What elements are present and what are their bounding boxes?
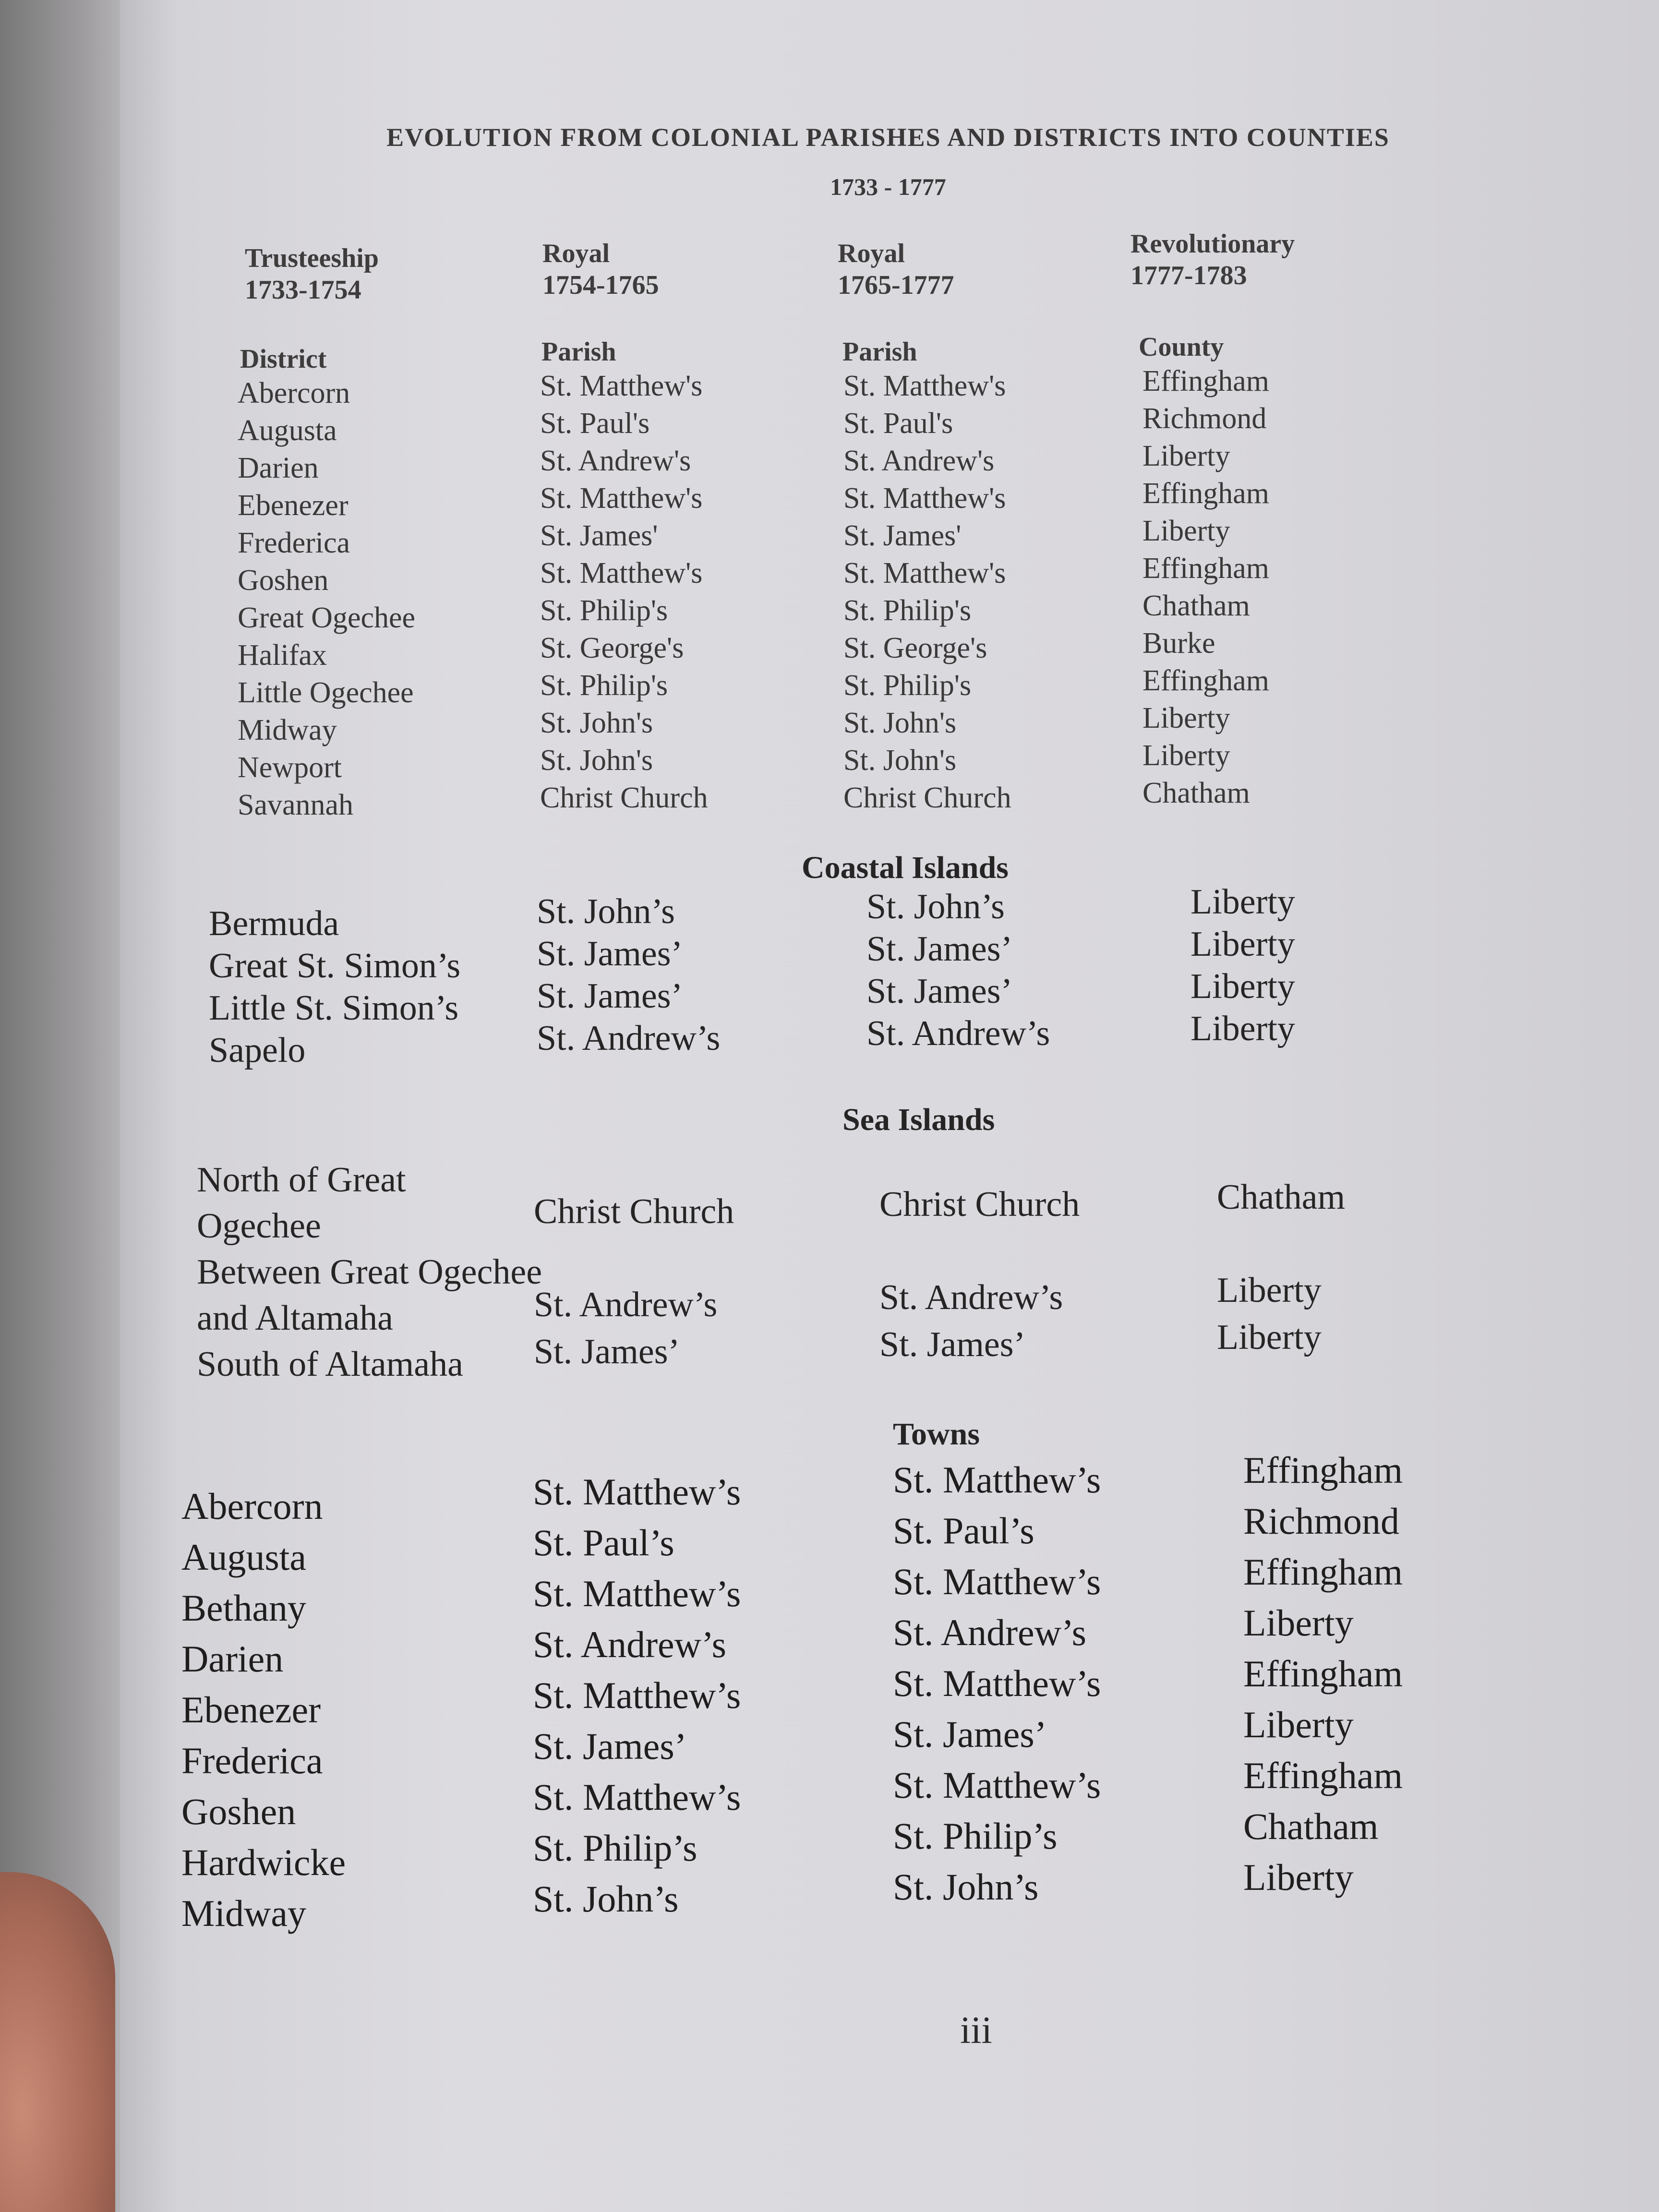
district-names bbox=[238, 374, 415, 824]
list-item: Chatham bbox=[1142, 777, 1250, 809]
list-item: Liberty bbox=[1190, 1009, 1295, 1048]
list-item: Bethany bbox=[181, 1587, 306, 1629]
list-item: St. Philip's bbox=[843, 669, 972, 702]
list-item: Midway bbox=[181, 1892, 306, 1934]
list-item: St. Philip’s bbox=[533, 1827, 697, 1869]
list-item: Frederica bbox=[181, 1740, 323, 1781]
list-item: Augusta bbox=[238, 414, 337, 447]
list-item: St. Andrew's bbox=[540, 445, 691, 477]
list-item: North of Great bbox=[197, 1160, 406, 1200]
list-item: Chatham bbox=[1142, 589, 1250, 622]
list-item: St. Philip's bbox=[540, 594, 668, 627]
coastal-parish-1765 bbox=[866, 886, 1050, 1055]
sea-parish-1765 bbox=[879, 1181, 1080, 1368]
list-item: St. James’ bbox=[534, 1332, 680, 1371]
list-item: Between Great Ogechee bbox=[197, 1252, 542, 1292]
town-parish-1765 bbox=[893, 1455, 1101, 1912]
list-item: Sapelo bbox=[209, 1031, 306, 1070]
list-item: Great St. Simon’s bbox=[209, 946, 461, 986]
coastal-names bbox=[209, 902, 460, 1071]
list-item: Burke bbox=[1142, 627, 1215, 660]
list-item: Ogechee bbox=[197, 1206, 321, 1246]
list-item: Hardwicke bbox=[181, 1841, 346, 1883]
list-item: St. James’ bbox=[537, 934, 683, 974]
list-item: Liberty bbox=[1190, 967, 1295, 1006]
list-item: Little St. Simon’s bbox=[209, 988, 459, 1028]
list-item: Darien bbox=[238, 452, 319, 484]
section-heading-sea: Sea Islands bbox=[842, 1102, 995, 1137]
list-item: Darien bbox=[181, 1638, 284, 1680]
district-parish-1754 bbox=[540, 367, 708, 817]
list-item: Effingham bbox=[1243, 1755, 1403, 1796]
list-item: St. Matthew's bbox=[540, 557, 703, 589]
thumb bbox=[0, 1872, 115, 2212]
header-label: Trusteeship bbox=[245, 243, 379, 273]
list-item: St. Matthew's bbox=[540, 370, 703, 402]
list-item: St. Matthew’s bbox=[533, 1471, 741, 1513]
subheader-parish-1: Parish bbox=[541, 337, 616, 367]
header-royal-2 bbox=[838, 238, 954, 301]
list-item: St. Andrew’s bbox=[537, 1019, 721, 1058]
list-item: Richmond bbox=[1243, 1500, 1399, 1542]
list-item: St. James' bbox=[843, 519, 962, 552]
list-item: Bermuda bbox=[209, 904, 339, 943]
list-item: St. Matthew’s bbox=[533, 1776, 741, 1818]
page-title: EVOLUTION FROM COLONIAL PARISHES AND DISTRICTS INTO COUNTIES bbox=[386, 123, 1390, 152]
list-item: St. John's bbox=[843, 744, 957, 777]
town-names bbox=[181, 1481, 346, 1939]
list-item: St. Philip’s bbox=[893, 1815, 1058, 1857]
list-item: Liberty bbox=[1142, 515, 1230, 547]
list-item: Effingham bbox=[1142, 552, 1270, 585]
list-item: St. Andrew’s bbox=[534, 1285, 718, 1324]
header-years: 1733-1754 bbox=[245, 275, 361, 305]
list-item: Augusta bbox=[181, 1536, 306, 1578]
section-heading-coastal: Coastal Islands bbox=[802, 850, 1009, 885]
list-item: St. Paul's bbox=[843, 407, 953, 440]
list-item: Effingham bbox=[1243, 1551, 1403, 1593]
list-item: and Altamaha bbox=[197, 1298, 393, 1338]
list-item: Effingham bbox=[1142, 365, 1270, 397]
list-item: Liberty bbox=[1217, 1271, 1322, 1310]
list-item: St. Philip's bbox=[540, 669, 668, 702]
list-item: St. John’s bbox=[537, 892, 675, 931]
list-item: Richmond bbox=[1142, 402, 1267, 435]
list-item: Liberty bbox=[1243, 1704, 1354, 1745]
list-item: St. Matthew's bbox=[843, 370, 1006, 402]
list-item: Frederica bbox=[238, 527, 350, 559]
list-item: St. Matthew’s bbox=[893, 1662, 1101, 1704]
list-item: St. John’s bbox=[893, 1866, 1039, 1908]
subheader-parish-2: Parish bbox=[842, 337, 917, 367]
list-item: Christ Church bbox=[534, 1192, 734, 1231]
list-item: St. Andrew’s bbox=[866, 1014, 1050, 1053]
list-item: St. Matthew’s bbox=[893, 1459, 1101, 1501]
list-item: Chatham bbox=[1217, 1178, 1346, 1217]
list-item: Savannah bbox=[238, 789, 354, 821]
list-item: St. Andrew’s bbox=[533, 1623, 727, 1665]
header-label: Royal bbox=[838, 239, 905, 268]
list-item: St. James’ bbox=[866, 972, 1013, 1011]
page-number: iii bbox=[960, 2009, 992, 2052]
list-item: St. James’ bbox=[537, 976, 683, 1016]
header-label: Revolutionary bbox=[1130, 229, 1295, 259]
list-item: Effingham bbox=[1243, 1653, 1403, 1695]
list-item: St. Andrew’s bbox=[893, 1611, 1087, 1653]
coastal-parish-1754 bbox=[537, 890, 720, 1059]
list-item: St. George's bbox=[540, 632, 684, 664]
list-item: Effingham bbox=[1142, 477, 1270, 510]
list-item: Christ Church bbox=[540, 781, 708, 814]
list-item: Chatham bbox=[1243, 1805, 1379, 1847]
list-item: Liberty bbox=[1243, 1856, 1354, 1898]
list-item: St. John’s bbox=[533, 1878, 679, 1920]
list-item: Christ Church bbox=[879, 1185, 1080, 1224]
list-item: Ebenezer bbox=[238, 489, 349, 522]
list-item: St. George's bbox=[843, 632, 987, 664]
list-item: St. Matthew’s bbox=[533, 1674, 741, 1716]
list-item: St. Paul’s bbox=[893, 1510, 1034, 1551]
list-item: Liberty bbox=[1142, 739, 1230, 772]
list-item: Abercorn bbox=[238, 377, 350, 409]
list-item: Effingham bbox=[1142, 664, 1270, 697]
district-parish-1765 bbox=[843, 367, 1011, 817]
list-item: Midway bbox=[238, 714, 337, 746]
sea-names bbox=[197, 1157, 542, 1387]
list-item: Liberty bbox=[1142, 440, 1230, 472]
list-item: St. Matthew's bbox=[540, 482, 703, 515]
list-item: Ebenezer bbox=[181, 1689, 321, 1731]
list-item: Goshen bbox=[181, 1791, 296, 1832]
list-item: Liberty bbox=[1217, 1318, 1322, 1357]
subheader-district: District bbox=[240, 344, 327, 374]
list-item: St. John’s bbox=[866, 887, 1005, 926]
town-county bbox=[1243, 1445, 1403, 1903]
list-item: St. Matthew’s bbox=[533, 1573, 741, 1614]
header-revolutionary bbox=[1130, 228, 1295, 291]
list-item: St. Andrew's bbox=[843, 445, 995, 477]
list-item: Liberty bbox=[1243, 1602, 1354, 1644]
list-item: St. James’ bbox=[866, 929, 1013, 969]
page-subtitle: 1733 - 1777 bbox=[830, 173, 946, 200]
list-item: St. James’ bbox=[893, 1713, 1047, 1755]
list-item: Little Ogechee bbox=[238, 676, 414, 709]
list-item: St. Andrew’s bbox=[879, 1278, 1063, 1317]
list-item: St. James' bbox=[540, 519, 658, 552]
list-item: Goshen bbox=[238, 564, 329, 597]
list-item: St. John's bbox=[540, 744, 653, 777]
header-label: Royal bbox=[542, 239, 610, 268]
header-years: 1765-1777 bbox=[838, 270, 954, 300]
list-item: Christ Church bbox=[843, 781, 1011, 814]
list-item: St. John's bbox=[540, 707, 653, 739]
list-item: Liberty bbox=[1142, 702, 1230, 734]
list-item: St. Matthew’s bbox=[893, 1561, 1101, 1602]
header-royal-1 bbox=[542, 238, 659, 301]
list-item: Liberty bbox=[1190, 882, 1295, 922]
list-item: St. Matthew’s bbox=[893, 1764, 1101, 1806]
list-item: St. Matthew's bbox=[843, 482, 1006, 515]
list-item: Liberty bbox=[1190, 925, 1295, 964]
list-item: St. James’ bbox=[879, 1325, 1026, 1364]
sea-parish-1754 bbox=[534, 1188, 734, 1375]
header-years: 1777-1783 bbox=[1130, 261, 1247, 290]
list-item: St. James’ bbox=[533, 1725, 687, 1767]
list-item: St. Paul’s bbox=[533, 1522, 674, 1563]
town-parish-1754 bbox=[533, 1467, 741, 1924]
list-item: Newport bbox=[238, 751, 342, 784]
list-item: Abercorn bbox=[181, 1485, 323, 1527]
list-item: Halifax bbox=[238, 639, 327, 672]
district-county bbox=[1142, 362, 1269, 812]
subheader-county: County bbox=[1139, 332, 1224, 362]
list-item: St. Philip's bbox=[843, 594, 972, 627]
list-item: St. Matthew's bbox=[843, 557, 1006, 589]
list-item: St. John's bbox=[843, 707, 957, 739]
section-heading-towns: Towns bbox=[893, 1417, 980, 1452]
header-years: 1754-1765 bbox=[542, 270, 659, 300]
header-trusteeship bbox=[245, 242, 379, 306]
list-item: Great Ogechee bbox=[238, 601, 416, 634]
sea-county bbox=[1217, 1174, 1345, 1361]
coastal-county bbox=[1190, 881, 1295, 1050]
list-item: St. Paul's bbox=[540, 407, 650, 440]
list-item: South of Altamaha bbox=[197, 1345, 463, 1384]
list-item: Effingham bbox=[1243, 1449, 1403, 1491]
